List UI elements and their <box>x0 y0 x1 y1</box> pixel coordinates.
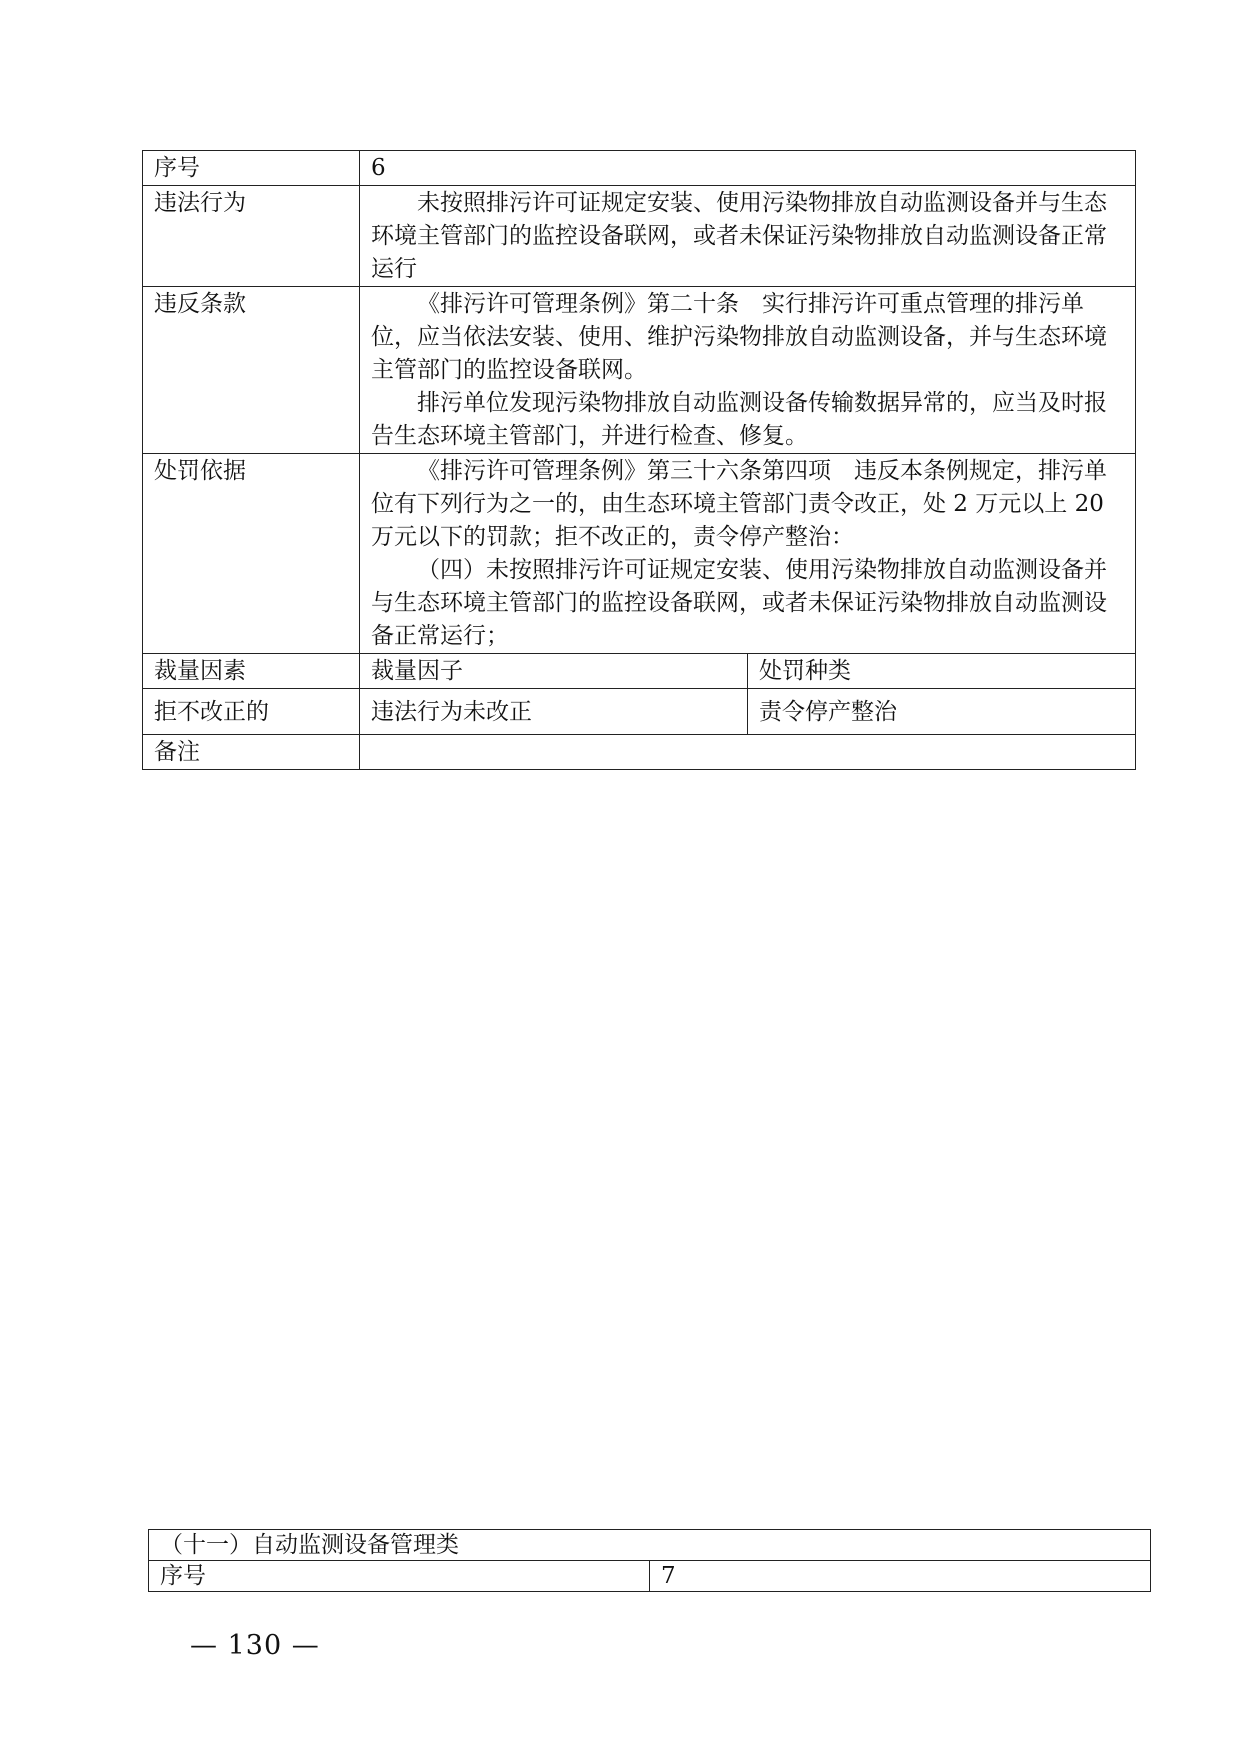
violation-text: 未按照排污许可证规定安装、使用污染物排放自动监测设备并与生态环境主管部门的监控设备联网，或者未保证污染物排放自动监测设备正常运行 <box>371 190 1107 282</box>
page-number: — 130 — <box>190 1630 320 1661</box>
clause-row <box>143 287 1136 454</box>
factor-column-header: 裁量因子 <box>360 654 748 689</box>
factors-label: 裁量因素 <box>143 654 360 689</box>
seq-label: 序号 <box>143 151 360 186</box>
seq-value: 6 <box>360 151 1136 186</box>
refuse-factor: 违法行为未改正 <box>360 689 748 735</box>
violation-cell <box>360 186 1136 287</box>
penalty-type-column-header: 处罚种类 <box>748 654 1136 689</box>
basis-paragraph-1: 《排污许可管理条例》第三十六条第四项 违反本条例规定，排污单位有下列行为之一的，由生态环境主管部门责令改正，处 2 万元以上 20 万元以下的罚款；拒不改正的，责令停产整治： <box>371 458 1107 550</box>
seq-row <box>143 151 1136 186</box>
seq-value-7: 7 <box>650 1561 1151 1592</box>
basis-label: 处罚依据 <box>143 454 360 654</box>
seq-row-7 <box>149 1561 1151 1592</box>
factors-header-row <box>143 654 1136 689</box>
violation-row <box>143 186 1136 287</box>
note-label: 备注 <box>143 735 360 770</box>
basis-cell <box>360 454 1136 654</box>
refuse-penalty: 责令停产整治 <box>748 689 1136 735</box>
penalty-table-6 <box>142 150 1136 770</box>
note-row <box>143 735 1136 770</box>
note-value <box>360 735 1136 770</box>
clause-paragraph-2: 排污单位发现污染物排放自动监测设备传输数据异常的，应当及时报告生态环境主管部门，并进行检查、修复。 <box>371 390 1107 449</box>
basis-paragraph-2: （四）未按照排污许可证规定安装、使用污染物排放自动监测设备并与生态环境主管部门的监控设备联网，或者未保证污染物排放自动监测设备正常运行； <box>371 557 1107 649</box>
refuse-row <box>143 689 1136 735</box>
clause-label: 违反条款 <box>143 287 360 454</box>
clause-paragraph-1: 《排污许可管理条例》第二十条 实行排污许可重点管理的排污单位，应当依法安装、使用、维护污染物排放自动监测设备，并与生态环境主管部门的监控设备联网。 <box>371 291 1107 383</box>
penalty-table-7 <box>148 1529 1151 1592</box>
section-title: （十一）自动监测设备管理类 <box>149 1530 1151 1561</box>
refuse-label: 拒不改正的 <box>143 689 360 735</box>
section-title-row <box>149 1530 1151 1561</box>
clause-cell <box>360 287 1136 454</box>
seq-label-7: 序号 <box>149 1561 650 1592</box>
violation-label: 违法行为 <box>143 186 360 287</box>
basis-row <box>143 454 1136 654</box>
